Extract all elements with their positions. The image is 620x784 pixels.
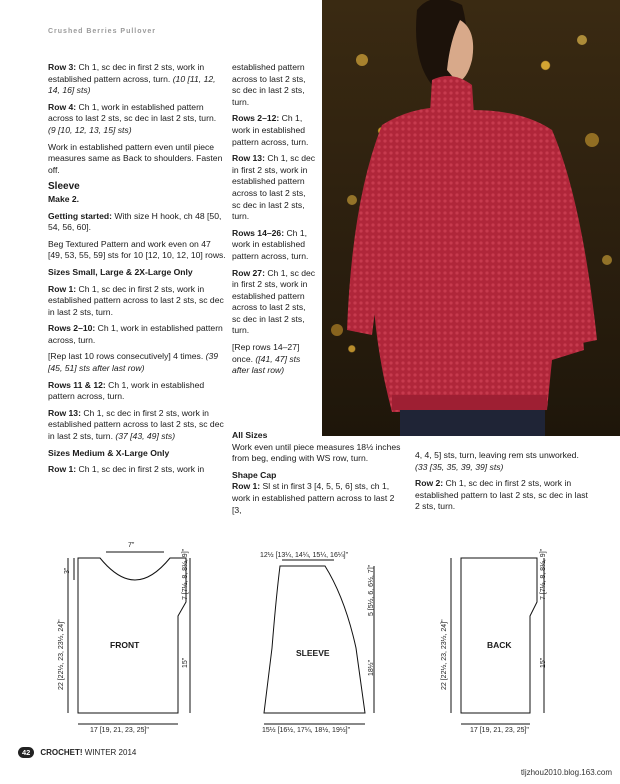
paragraph: Row 2: Ch 1, sc dec in first 2 sts, work in established pattern to last 2 sts, sc dec in last 2 sts, turn. <box>415 478 588 512</box>
back-side-dim: 15" <box>540 657 547 668</box>
paragraph: Rows 2–12: Ch 1, work in established pattern across, turn. <box>232 113 309 147</box>
front-label: FRONT <box>110 640 140 650</box>
paragraph: Row 1: Ch 1, sc dec in first 2 sts, work in established pattern across to last 2 sts, sc dec in last 2 sts, turn. <box>48 283 224 317</box>
front-length-dim: 22 [22½, 23, 23½, 24]" <box>58 619 65 690</box>
paragraph: 4, 4, 5] sts, turn, leaving rem sts unworked. (33 [35, 35, 39, 39] sts) <box>415 450 579 472</box>
paragraph: Beg Textured Pattern and work even on 47 [49, 53, 55, 59] sts for 10 [12, 10, 12, 10] rows. <box>48 238 226 261</box>
all-sizes-block <box>232 430 402 521</box>
watermark: tljzhou2010.blog.163.com <box>520 768 612 777</box>
paragraph: Row 1: Ch 1, sc dec in first 2 sts, work in <box>48 464 205 475</box>
back-armhole-dim: 7 [7½, 8, 8½, 9]" <box>540 548 547 600</box>
page-number: 42 <box>18 747 34 758</box>
paragraph: [Rep rows 14–27] once. ([41, 47] sts after last row) <box>232 342 301 376</box>
paragraph: Sizes Medium & X-Large Only <box>48 447 170 458</box>
magazine-issue: WINTER 2014 <box>82 748 137 757</box>
paragraph: Getting started: With size H hook, ch 48 [50, 54, 56, 60]. <box>48 210 222 233</box>
sleeve-top-dim: 12½ [13¼, 14¼, 15¼, 16¼]" <box>260 552 349 559</box>
magazine-brand: CROCHET! <box>40 748 83 757</box>
schematic-diagrams <box>0 538 620 738</box>
all-sizes-heading: All Sizes <box>232 430 268 440</box>
shape-cap-heading: Shape Cap <box>232 469 277 480</box>
front-armhole-dim: 7 [7½, 8, 8½, 9]" <box>182 548 189 600</box>
back-label: BACK <box>487 640 512 650</box>
front-side-dim: 15" <box>182 657 189 668</box>
front-depth-dim: 3" <box>64 567 71 574</box>
front-neck-dim: 7" <box>128 542 135 549</box>
sleeve-cap-dim: 5 [5½, 6, 6½, 7]" <box>368 564 375 616</box>
paragraph: Row 3: Ch 1, sc dec in first 2 sts, work in established pattern across, turn. (10 [11, 12, 14, 16] sts) <box>48 62 216 96</box>
paragraph: Row 13: Ch 1, sc dec in first 2 sts, work in established pattern across to last 2 sts, sc dec in last 2 sts, turn. <box>232 153 316 222</box>
paragraph: Sizes Small, Large & 2X-Large Only <box>48 266 193 277</box>
paragraph: Rows 2–10: Ch 1, work in established pattern across, turn. <box>48 323 223 345</box>
sweater-illustration <box>322 0 620 436</box>
text-column-1 <box>48 62 226 481</box>
sleeve-make: Make 2. <box>48 193 80 204</box>
sleeve-label: SLEEVE <box>296 648 330 658</box>
sleeve-heading: Sleeve <box>48 181 80 193</box>
all-sizes-text: Work even until piece measures 18½ inches from beg, ending with WS row, turn. <box>232 441 401 464</box>
running-header: Crushed Berries Pullover <box>48 28 157 35</box>
shape-cap-row1: Row 1: Sl st in first 3 [4, 5, 5, 6] sts, ch 1, work in established pattern across to last 2 [3, <box>232 481 395 515</box>
text-column-3 <box>415 450 593 518</box>
text-column-2 <box>232 62 316 382</box>
model-photo <box>322 0 620 436</box>
back-length-dim: 22 [22½, 23, 23½, 24]" <box>441 619 448 690</box>
back-outline <box>461 558 537 713</box>
sleeve-outline <box>264 566 365 713</box>
front-width-dim: 17 [19, 21, 23, 25]" <box>90 727 149 734</box>
back-width-dim: 17 [19, 21, 23, 25]" <box>470 727 529 734</box>
footer <box>18 747 136 758</box>
paragraph: Work in established pattern even until piece measures same as Back to shoulders. Fasten off. <box>48 141 223 175</box>
paragraph: Row 27: Ch 1, sc dec in first 2 sts, work in established pattern across to last 2 sts, sc dec in last 2 sts, turn. <box>232 267 316 336</box>
sleeve-bottom-dim: 15½ [16½, 17¼, 18½, 19½]" <box>262 727 351 734</box>
paragraph: [Rep last 10 rows consecutively] 4 times. (39 [45, 51] sts after last row) <box>48 351 219 374</box>
front-outline <box>78 558 186 713</box>
paragraph: Row 4: Ch 1, work in established pattern across to last 2 sts, sc dec in last 2 sts, turn. (9 [10, 12, 13, 15] sts) <box>48 101 217 135</box>
paragraph: Rows 14–26: Ch 1, work in established pattern across, turn. <box>232 227 309 261</box>
paragraph: established pattern across to last 2 sts, sc dec in last 2 sts, turn. <box>232 62 306 107</box>
sleeve-length-dim: 18½" <box>368 659 375 676</box>
paragraph: Rows 11 & 12: Ch 1, work in established pattern across, turn. <box>48 379 205 402</box>
paragraph: Row 13: Ch 1, sc dec in first 2 sts, work in established pattern across to last 2 sts, sc dec in last 2 sts, turn. (37 [43, 49] sts) <box>48 407 224 442</box>
